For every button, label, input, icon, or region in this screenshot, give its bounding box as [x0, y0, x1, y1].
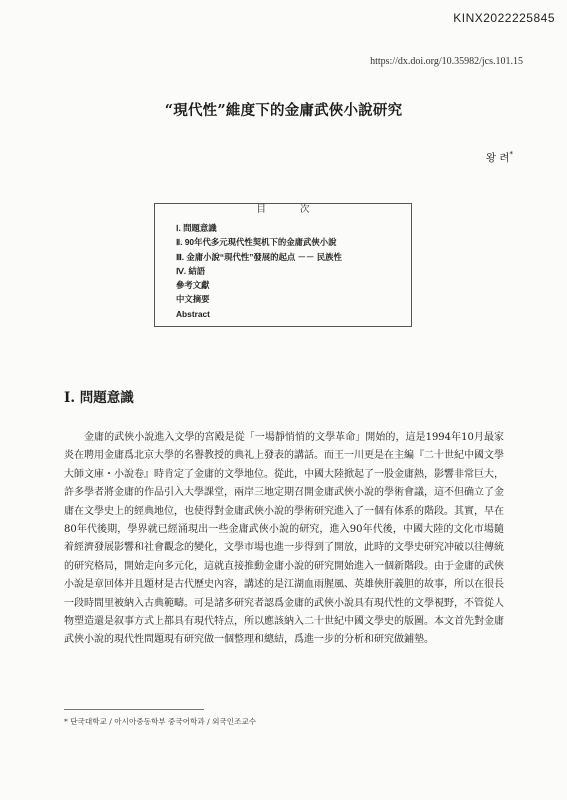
toc-item: Ⅲ. 金庸小說“現代性”發展的起点 －－ 民族性 — [176, 251, 342, 262]
toc-item: Abstract — [176, 308, 210, 319]
toc-item: Ⅱ. 90年代多元現代性契机下的金庸武俠小說 — [176, 237, 337, 248]
author-footnote-mark: * — [509, 150, 513, 159]
document-id: KINX2022225845 — [453, 11, 555, 25]
toc-item: Ⅰ. 問題意識 — [176, 223, 217, 233]
toc-list — [176, 221, 342, 321]
footnote-divider — [64, 709, 204, 710]
author-byline — [486, 150, 513, 165]
author-affiliation-footnote: * 단국대학교 / 아시아중동학부 중국어학과 / 외국인조교수 — [64, 717, 257, 726]
toc-heading: 目次 — [246, 204, 353, 215]
toc-item: Ⅳ. 結語 — [176, 265, 206, 276]
toc-item: 中文摘要 — [176, 294, 210, 305]
author-name: 왕 려 — [485, 152, 510, 164]
section-heading: Ⅰ. 問題意識 — [64, 390, 134, 406]
toc-item: 參考文獻 — [176, 280, 210, 291]
paper-title: “現代性”維度下的金庸武俠小說研究 — [164, 102, 403, 119]
table-of-contents — [154, 203, 412, 327]
doi-link[interactable]: https://dx.doi.org/10.35982/jcs.101.15 — [370, 56, 523, 67]
toc-heading-wrap — [155, 197, 411, 216]
body-paragraph: 金庸的武俠小說進入文學的宮殿是從「一場靜悄悄的文學革命」開始的，這是1994年10月最家炎在聘用金庸爲北京大學的名譽教授的典礼上發表的講話。而王一川更是在主編『二十世紀中國文學大師文庫・小說卷』時肯定了金庸的文學地位。從此，中國大陸掀起了一股金庸熱，影響非常巨大，許多學者將金庸的作品引入大學課堂，兩岸三地定期召開金庸武俠小說的學術會議，這不但确立了金庸在文學史上的經典地位，也使得對金庸武俠小說的學術研究進入了一個有体系的階段。其實，早在80年代後期，學界就已經涌現出一些金庸武俠小說的研究，進入90年代後，中國大陸的文化市場隨着經濟發展影響和社會觀念的變化，文學市場也進一步得到了開放，此時的文學史研究冲破以往傳統的研究格局，開始走向多元化，這就直接推動金庸小說的研究開始進入一個新階段。由于金庸的武俠小說是章回体并且題材是古代歷史內容，講述的是江湖血雨腥風、英雄俠肝義胆的故事，所以在很長一段時間里被納入古典範疇。可是諸多研究者認爲金庸的武俠小說具有現代性的文學視野，不管從人物塑造還是叙事方式上都具有現代特点，所以應該納入二十世紀中國文學史的版圖。本文首先對金庸武俠小說的現代性問題現有研究做一個整理和總結，爲進一步的分析和研究做鋪墊。 — [64, 432, 504, 646]
